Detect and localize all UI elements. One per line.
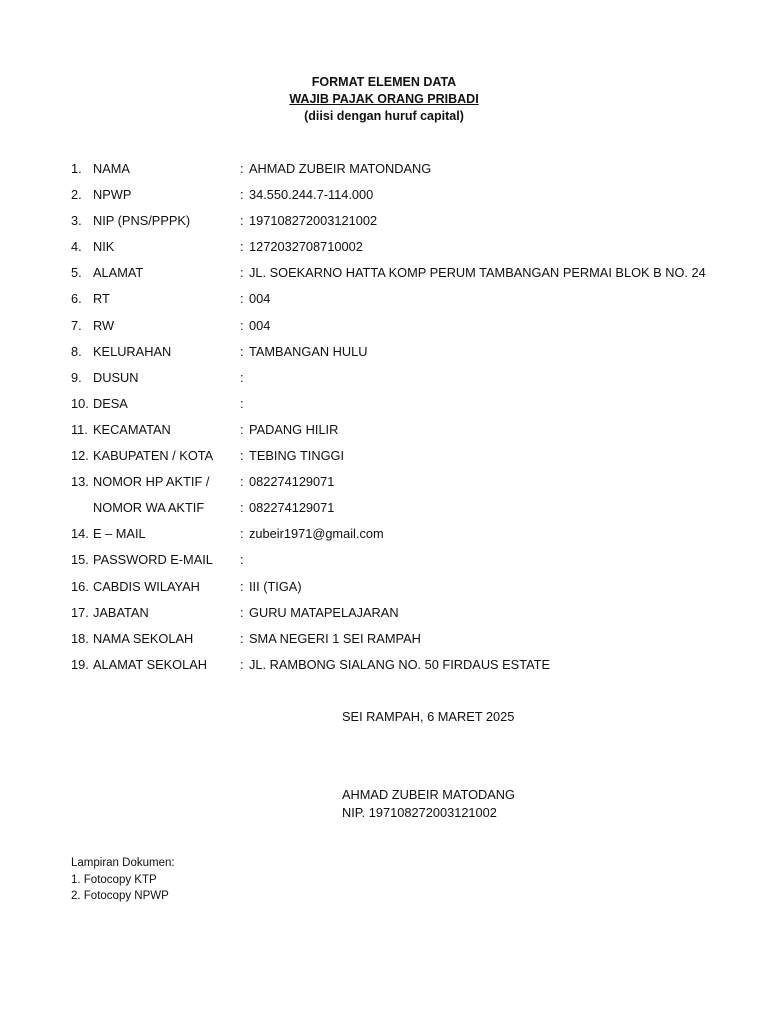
field-number: 10. (71, 395, 89, 411)
form-row (0, 421, 768, 447)
field-separator: : (240, 421, 244, 437)
field-label: DESA (93, 395, 128, 411)
attachment-item: 2. Fotocopy NPWP (71, 890, 169, 902)
field-label: DUSUN (93, 369, 139, 385)
field-separator: : (240, 552, 244, 568)
field-separator: : (240, 630, 244, 646)
field-value: zubeir1971@gmail.com (249, 526, 384, 542)
form-row (0, 473, 768, 499)
field-label: NOMOR WA AKTIF (93, 500, 205, 516)
field-value: JL. RAMBONG SIALANG NO. 50 FIRDAUS ESTATE (249, 656, 551, 672)
field-number: 3. (71, 213, 82, 229)
document-title: FORMAT ELEMEN DATA (311, 75, 457, 89)
form-row (0, 212, 768, 238)
field-label: RW (93, 317, 115, 333)
field-number: 12. (71, 448, 89, 464)
field-value: AHMAD ZUBEIR MATONDANG (249, 161, 432, 176)
field-number: 13. (71, 474, 89, 490)
field-separator: : (240, 187, 244, 203)
field-separator: : (240, 343, 244, 359)
field-number: 18. (71, 630, 89, 646)
field-value: 082274129071 (249, 500, 335, 516)
form-row (0, 290, 768, 316)
data-form (0, 160, 768, 682)
field-label: ALAMAT SEKOLAH (93, 656, 208, 672)
form-row (0, 343, 768, 369)
field-number: 14. (71, 526, 89, 542)
form-row (0, 395, 768, 421)
field-number: 5. (71, 265, 82, 281)
field-label: E – MAIL (93, 526, 146, 542)
field-separator: : (240, 526, 244, 542)
field-separator: : (240, 369, 244, 385)
document-subtitle: WAJIB PAJAK ORANG PRIBADI (289, 92, 479, 106)
form-row (0, 186, 768, 212)
field-value: 004 (249, 291, 271, 307)
field-label: NIK (93, 239, 115, 255)
signer-nip: NIP. 197108272003121002 (342, 805, 497, 820)
field-label: KELURAHAN (93, 343, 172, 359)
field-number: 19. (71, 656, 89, 672)
form-row (0, 264, 768, 290)
field-number: 17. (71, 604, 89, 620)
form-row (0, 160, 768, 186)
field-value: 082274129071 (249, 474, 335, 490)
attachment-item: 1. Fotocopy KTP (71, 873, 157, 886)
field-separator: : (240, 265, 244, 281)
field-label: NAMA SEKOLAH (93, 630, 194, 646)
field-separator: : (240, 291, 244, 307)
document-note: (diisi dengan huruf capital) (304, 109, 464, 123)
field-separator: : (240, 578, 244, 594)
field-value: GURU MATAPELAJARAN (249, 604, 399, 620)
field-separator: : (240, 604, 244, 620)
field-label: NAMA (93, 161, 130, 176)
field-label: NOMOR HP AKTIF / (93, 474, 210, 490)
field-label: KABUPATEN / KOTA (93, 448, 214, 464)
field-number: 6. (71, 291, 82, 307)
field-separator: : (240, 474, 244, 490)
field-value: 34.550.244.7-114.000 (249, 187, 374, 203)
field-separator: : (240, 500, 244, 516)
signature-block (342, 786, 515, 822)
field-label: KECAMATAN (93, 421, 171, 437)
form-row (0, 499, 768, 525)
field-value: SMA NEGERI 1 SEI RAMPAH (249, 630, 421, 646)
field-number: 8. (71, 343, 82, 359)
form-row (0, 656, 768, 682)
field-label: PASSWORD E-MAIL (93, 552, 213, 568)
field-value: 004 (249, 317, 271, 333)
field-value: JL. SOEKARNO HATTA KOMP PERUM TAMBANGAN PERMAI BLOK B NO. 24 (249, 265, 706, 281)
field-number: 7. (71, 317, 82, 333)
field-label: ALAMAT (93, 265, 144, 281)
field-number: 9. (71, 369, 82, 385)
field-value: 1272032708710002 (249, 239, 363, 255)
field-separator: : (240, 213, 244, 229)
signer-name: AHMAD ZUBEIR MATODANG (342, 787, 516, 802)
field-separator: : (240, 448, 244, 464)
field-value: TAMBANGAN HULU (249, 343, 368, 359)
form-row (0, 369, 768, 395)
field-separator: : (240, 317, 244, 333)
field-separator: : (240, 395, 244, 411)
field-separator: : (240, 161, 244, 176)
attachments-heading: Lampiran Dokumen: (71, 857, 175, 869)
field-value: TEBING TINGGI (249, 448, 345, 464)
document-header (0, 74, 768, 125)
form-row (0, 578, 768, 604)
field-separator: : (240, 239, 244, 255)
field-value: PADANG HILIR (249, 421, 339, 437)
form-row (0, 551, 768, 577)
field-label: NIP (PNS/PPPK) (93, 213, 191, 229)
field-number: 15. (71, 552, 89, 568)
field-number: 2. (71, 187, 82, 203)
field-number: 4. (71, 239, 82, 255)
field-number: 1. (71, 161, 82, 176)
form-row (0, 317, 768, 343)
field-label: CABDIS WILAYAH (93, 578, 200, 594)
place-date: SEI RAMPAH, 6 MARET 2025 (342, 709, 515, 724)
field-separator: : (240, 656, 244, 672)
field-number: 11. (71, 421, 88, 437)
attachments (71, 855, 175, 905)
form-row (0, 238, 768, 264)
form-row (0, 604, 768, 630)
field-value: III (TIGA) (249, 578, 302, 594)
field-number: 16. (71, 578, 89, 594)
field-label: JABATAN (93, 604, 149, 620)
form-row (0, 525, 768, 551)
field-label: NPWP (93, 187, 132, 203)
field-value: 197108272003121002 (249, 213, 378, 229)
field-label: RT (93, 291, 110, 307)
form-row (0, 630, 768, 656)
form-row (0, 447, 768, 473)
